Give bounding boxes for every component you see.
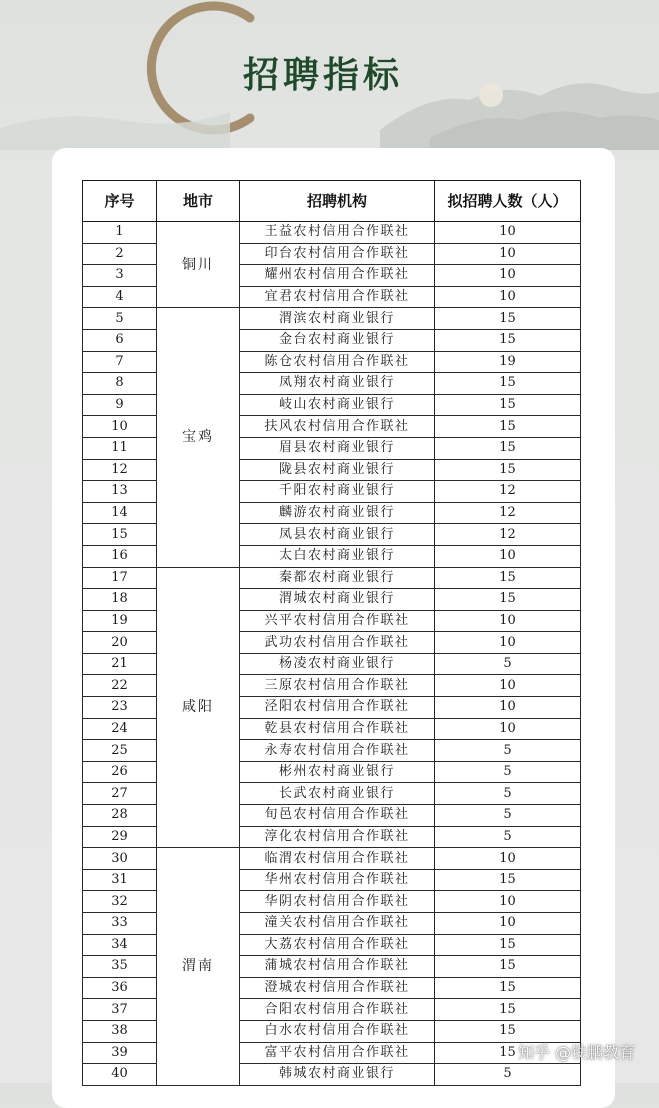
row-index: 36 xyxy=(83,977,157,999)
table-row xyxy=(83,848,581,870)
org-name: 凤县农村商业银行 xyxy=(240,524,435,546)
org-name: 千阳农村商业银行 xyxy=(240,481,435,503)
row-index: 35 xyxy=(83,956,157,978)
row-index: 38 xyxy=(83,1020,157,1042)
row-index: 40 xyxy=(83,1064,157,1086)
org-name: 合阳农村信用合作联社 xyxy=(240,999,435,1021)
city-cell: 铜川 xyxy=(157,222,240,308)
hire-count: 15 xyxy=(435,589,581,611)
hire-count: 15 xyxy=(435,956,581,978)
hire-count: 15 xyxy=(435,308,581,330)
org-name: 乾县农村信用合作联社 xyxy=(240,718,435,740)
hire-count: 10 xyxy=(435,286,581,308)
page-title: 招聘指标 xyxy=(243,55,404,96)
hire-count: 5 xyxy=(435,783,581,805)
row-index: 29 xyxy=(83,826,157,848)
org-name: 华州农村信用合作联社 xyxy=(240,869,435,891)
org-name: 白水农村信用合作联社 xyxy=(240,1020,435,1042)
hire-count: 10 xyxy=(435,545,581,567)
org-name: 临渭农村信用合作联社 xyxy=(240,848,435,870)
org-name: 大荔农村信用合作联社 xyxy=(240,934,435,956)
row-index: 16 xyxy=(83,545,157,567)
ring-arc xyxy=(151,6,250,130)
row-index: 26 xyxy=(83,761,157,783)
hire-count: 10 xyxy=(435,718,581,740)
row-index: 17 xyxy=(83,567,157,589)
hire-count: 10 xyxy=(435,848,581,870)
hire-count: 15 xyxy=(435,329,581,351)
hire-count: 10 xyxy=(435,222,581,244)
org-name: 陈仓农村信用合作联社 xyxy=(240,351,435,373)
org-name: 金台农村商业银行 xyxy=(240,329,435,351)
hire-count: 15 xyxy=(435,999,581,1021)
moon-icon xyxy=(479,83,503,107)
header-city: 地市 xyxy=(157,181,240,222)
row-index: 10 xyxy=(83,416,157,438)
hire-count: 10 xyxy=(435,632,581,654)
hire-count: 10 xyxy=(435,891,581,913)
org-name: 长武农村商业银行 xyxy=(240,783,435,805)
header-count: 拟招聘人数（人） xyxy=(435,181,581,222)
org-name: 彬州农村商业银行 xyxy=(240,761,435,783)
org-name: 韩城农村商业银行 xyxy=(240,1064,435,1086)
row-index: 33 xyxy=(83,913,157,935)
row-index: 31 xyxy=(83,869,157,891)
header-banner xyxy=(0,0,659,150)
table-header-row xyxy=(83,181,581,222)
hire-count: 15 xyxy=(435,934,581,956)
row-index: 24 xyxy=(83,718,157,740)
hire-count: 15 xyxy=(435,437,581,459)
row-index: 37 xyxy=(83,999,157,1021)
org-name: 陇县农村商业银行 xyxy=(240,459,435,481)
table-body xyxy=(83,222,581,1086)
hire-count: 15 xyxy=(435,1020,581,1042)
table-row xyxy=(83,308,581,330)
hire-count: 10 xyxy=(435,265,581,287)
org-name: 杨凌农村商业银行 xyxy=(240,653,435,675)
org-name: 眉县农村商业银行 xyxy=(240,437,435,459)
hire-count: 15 xyxy=(435,1042,581,1064)
hire-count: 5 xyxy=(435,740,581,762)
org-name: 泾阳农村信用合作联社 xyxy=(240,697,435,719)
org-name: 澄城农村信用合作联社 xyxy=(240,977,435,999)
watermark: 知乎 @铁鹏教育 xyxy=(518,1043,636,1062)
org-name: 印台农村信用合作联社 xyxy=(240,243,435,265)
city-cell: 咸阳 xyxy=(157,567,240,848)
hire-count: 10 xyxy=(435,675,581,697)
hire-count: 5 xyxy=(435,1064,581,1086)
org-name: 永寿农村信用合作联社 xyxy=(240,740,435,762)
row-index: 22 xyxy=(83,675,157,697)
table-row xyxy=(83,222,581,244)
hire-count: 10 xyxy=(435,610,581,632)
org-name: 扶风农村信用合作联社 xyxy=(240,416,435,438)
row-index: 4 xyxy=(83,286,157,308)
hire-count: 5 xyxy=(435,826,581,848)
org-name: 华阴农村信用合作联社 xyxy=(240,891,435,913)
row-index: 8 xyxy=(83,373,157,395)
row-index: 3 xyxy=(83,265,157,287)
org-name: 秦都农村商业银行 xyxy=(240,567,435,589)
row-index: 25 xyxy=(83,740,157,762)
org-name: 凤翔农村商业银行 xyxy=(240,373,435,395)
row-index: 21 xyxy=(83,653,157,675)
row-index: 23 xyxy=(83,697,157,719)
org-name: 旬邑农村信用合作联社 xyxy=(240,805,435,827)
header-index: 序号 xyxy=(83,181,157,222)
row-index: 15 xyxy=(83,524,157,546)
org-name: 兴平农村信用合作联社 xyxy=(240,610,435,632)
hire-count: 15 xyxy=(435,977,581,999)
hire-count: 10 xyxy=(435,913,581,935)
row-index: 20 xyxy=(83,632,157,654)
org-name: 岐山农村商业银行 xyxy=(240,394,435,416)
recruitment-table xyxy=(82,180,581,1086)
row-index: 11 xyxy=(83,437,157,459)
row-index: 2 xyxy=(83,243,157,265)
row-index: 12 xyxy=(83,459,157,481)
header-org: 招聘机构 xyxy=(240,181,435,222)
row-index: 39 xyxy=(83,1042,157,1064)
hire-count: 12 xyxy=(435,524,581,546)
org-name: 王益农村信用合作联社 xyxy=(240,222,435,244)
hire-count: 12 xyxy=(435,481,581,503)
row-index: 7 xyxy=(83,351,157,373)
row-index: 27 xyxy=(83,783,157,805)
city-cell: 渭南 xyxy=(157,848,240,1086)
row-index: 19 xyxy=(83,610,157,632)
hire-count: 15 xyxy=(435,416,581,438)
table-row xyxy=(83,567,581,589)
hire-count: 15 xyxy=(435,459,581,481)
org-name: 渭城农村商业银行 xyxy=(240,589,435,611)
hire-count: 15 xyxy=(435,567,581,589)
hire-count: 15 xyxy=(435,394,581,416)
org-name: 渭滨农村商业银行 xyxy=(240,308,435,330)
org-name: 蒲城农村信用合作联社 xyxy=(240,956,435,978)
hire-count: 15 xyxy=(435,373,581,395)
hire-count: 19 xyxy=(435,351,581,373)
row-index: 30 xyxy=(83,848,157,870)
org-name: 麟游农村商业银行 xyxy=(240,502,435,524)
city-cell: 宝鸡 xyxy=(157,308,240,567)
hire-count: 12 xyxy=(435,502,581,524)
org-name: 富平农村信用合作联社 xyxy=(240,1042,435,1064)
org-name: 武功农村信用合作联社 xyxy=(240,632,435,654)
row-index: 5 xyxy=(83,308,157,330)
hire-count: 5 xyxy=(435,805,581,827)
org-name: 潼关农村信用合作联社 xyxy=(240,913,435,935)
hire-count: 5 xyxy=(435,653,581,675)
org-name: 耀州农村信用合作联社 xyxy=(240,265,435,287)
row-index: 6 xyxy=(83,329,157,351)
org-name: 宜君农村信用合作联社 xyxy=(240,286,435,308)
org-name: 太白农村商业银行 xyxy=(240,545,435,567)
hire-count: 5 xyxy=(435,761,581,783)
hire-count: 15 xyxy=(435,869,581,891)
hire-count: 10 xyxy=(435,243,581,265)
row-index: 32 xyxy=(83,891,157,913)
org-name: 淳化农村信用合作联社 xyxy=(240,826,435,848)
row-index: 34 xyxy=(83,934,157,956)
row-index: 9 xyxy=(83,394,157,416)
org-name: 三原农村信用合作联社 xyxy=(240,675,435,697)
row-index: 14 xyxy=(83,502,157,524)
row-index: 1 xyxy=(83,222,157,244)
row-index: 28 xyxy=(83,805,157,827)
row-index: 13 xyxy=(83,481,157,503)
hire-count: 10 xyxy=(435,697,581,719)
row-index: 18 xyxy=(83,589,157,611)
